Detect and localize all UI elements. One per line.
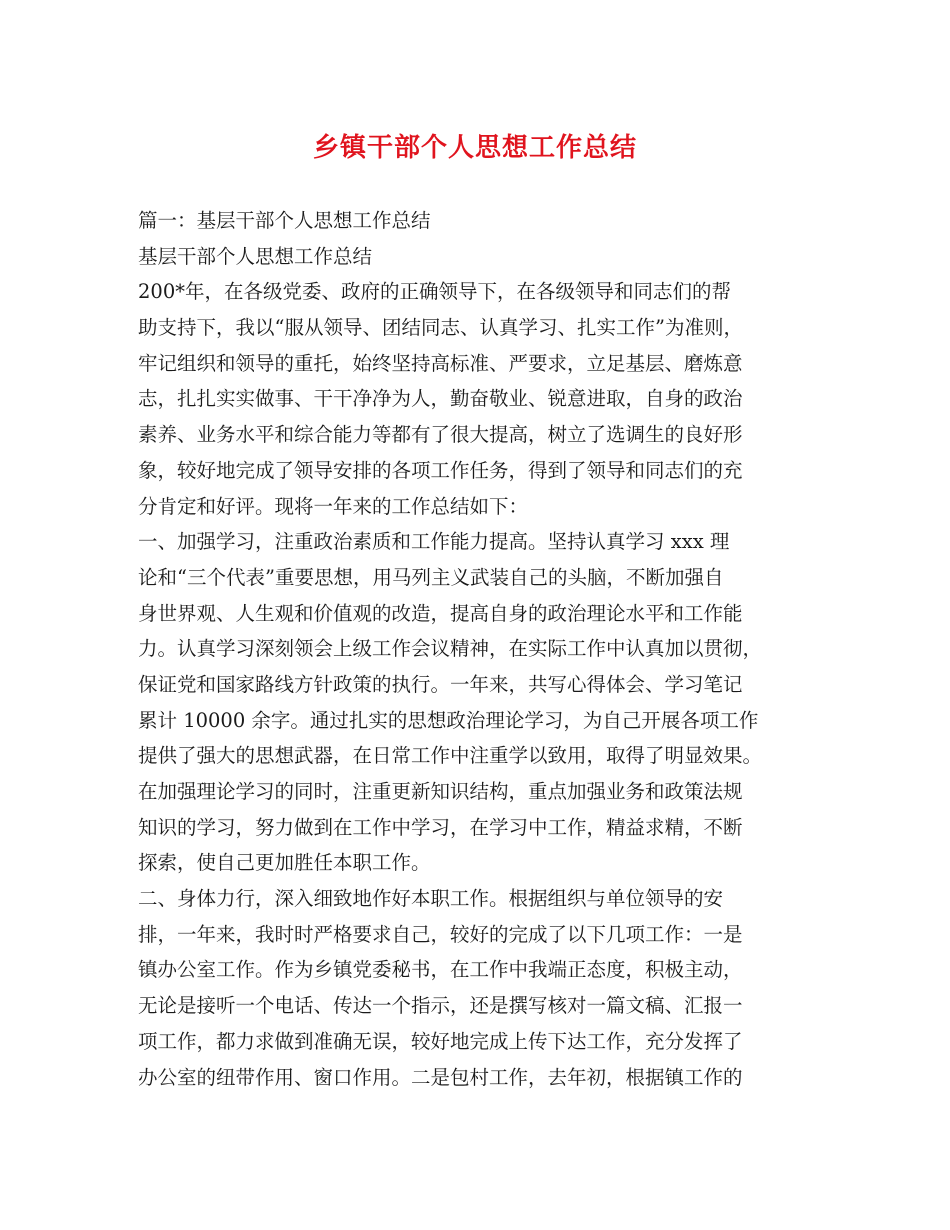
body-line: 办公室的纽带作用、窗口作用。二是包村工作，去年初，根据镇工作的 (138, 1065, 743, 1089)
body-line: 基层干部个人思想工作总结 (138, 244, 373, 268)
body-line: 镇办公室工作。作为乡镇党委秘书，在工作中我端正态度，积极主动， (138, 958, 743, 982)
body-line: 提供了强大的思想武器，在日常工作中注重学以致用，取得了明显效果。 (138, 744, 763, 768)
body-line: 保证党和国家路线方针政策的执行。一年来，共写心得体会、学习笔记 (138, 672, 743, 696)
body-line: 在加强理论学习的同时，注重更新知识结构，重点加强业务和政策法规 (138, 780, 743, 803)
body-line: 无论是接听一个电话、传达一个指示，还是撰写核对一篇文稿、汇报一 (138, 994, 743, 1018)
body-line: 牢记组织和领导的重托，始终坚持高标准、严要求，立足基层、磨炼意 (138, 351, 743, 375)
body-line: 分肯定和好评。现将一年来的工作总结如下： (138, 494, 529, 518)
body-line: 篇一：基层干部个人思想工作总结 (138, 209, 431, 232)
body-line: 排，一年来，我时时严格要求自己，较好的完成了以下几项工作：一是 (138, 922, 743, 946)
body-line: 象，较好地完成了领导安排的各项工作任务，得到了领导和同志们的充 (138, 458, 743, 482)
body-line: 项工作，都力求做到准确无误，较好地完成上传下达工作，充分发挥了 (138, 1029, 743, 1053)
body-line: 探索，使自己更加胜任本职工作。 (138, 851, 431, 875)
body-line: 力。认真学习深刻领会上级工作会议精神，在实际工作中认真加以贯彻， (138, 637, 763, 661)
body-line: 志，扎扎实实做事、干干净净为人，勤奋敬业、锐意进取，自身的政治 (138, 387, 743, 411)
document-title: 乡镇干部个人思想工作总结 (312, 133, 637, 163)
body-line: 论和“三个代表”重要思想，用马列主义武装自己的头脑，不断加强自 (138, 565, 724, 589)
body-line: 累计 10000 余字。通过扎实的思想政治理论学习，为自己开展各项工作 (138, 708, 759, 732)
body-line: 一、加强学习，注重政治素质和工作能力提高。坚持认真学习 xxx 理 (138, 530, 730, 554)
body-line: 200*年，在各级党委、政府的正确领导下，在各级领导和同志们的帮 (138, 280, 731, 304)
body-line: 素养、业务水平和综合能力等都有了很大提高，树立了选调生的良好形 (138, 423, 743, 447)
body-line: 助支持下，我以“服从领导、团结同志、认真学习、扎实工作”为准则， (138, 316, 743, 340)
body-line: 二、身体力行，深入细致地作好本职工作。根据组织与单位领导的安 (138, 887, 724, 911)
document-body (138, 203, 838, 1095)
body-line: 身世界观、人生观和价值观的改造，提高自身的政治理论水平和工作能 (138, 601, 743, 625)
body-line: 知识的学习，努力做到在工作中学习，在学习中工作，精益求精，不断 (138, 815, 743, 839)
